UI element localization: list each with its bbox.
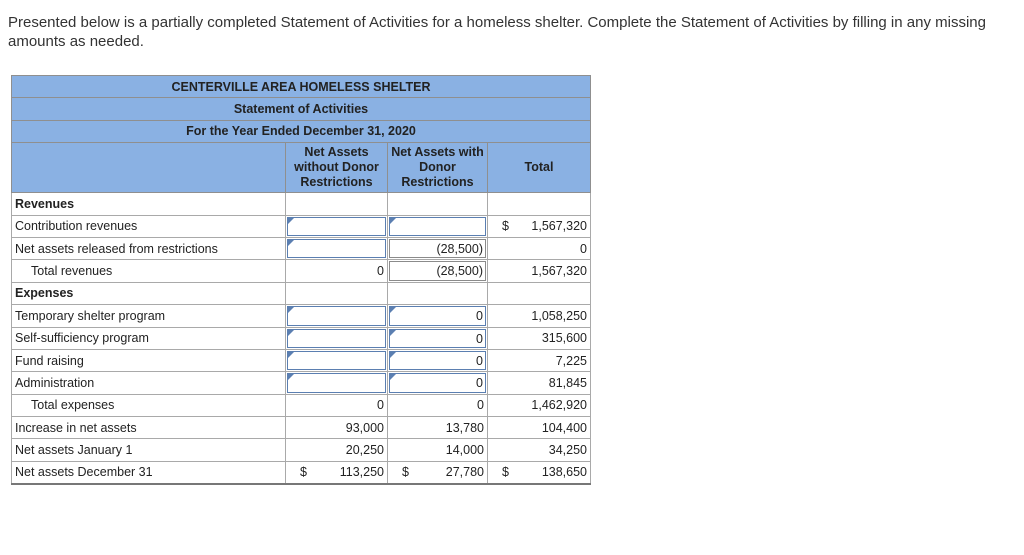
currency-symbol: $ [402,465,409,480]
table-row [12,372,591,394]
fundraising-with-value: 0 [476,353,483,368]
total-expenses-total: 1,462,920 [488,394,591,416]
table-row [12,439,591,461]
released-total: 0 [488,237,591,259]
dec31-total: 138,650 [541,465,587,480]
row-label: Total revenues [12,260,286,282]
increase-without: 93,000 [286,417,388,439]
expenses-heading: Expenses [12,282,286,304]
table-row [12,237,591,259]
temporary-total: 1,058,250 [488,305,591,327]
jan1-total: 34,250 [488,439,591,461]
released-without-input[interactable] [287,239,386,258]
admin-without-input[interactable] [287,373,386,392]
temporary-with-input[interactable] [389,306,486,325]
jan1-without: 20,250 [286,439,388,461]
temporary-without-input[interactable] [287,306,386,325]
row-label: Temporary shelter program [12,305,286,327]
header-entity-row [12,76,591,98]
row-label: Net assets December 31 [12,461,286,483]
temporary-with-value: 0 [476,309,483,324]
fundraising-with-input[interactable] [389,351,486,370]
total-revenues-with-value: (28,500) [389,261,486,280]
selfsuff-total: 315,600 [488,327,591,349]
instructions: Presented below is a partially completed Statement of Activities for a homeless shelter. Complete the Statement of Activities by filling in any missing amounts as needed. [8,14,986,50]
admin-with-value: 0 [476,376,483,391]
dec31-without: 113,250 [339,465,384,480]
contribution-with-input[interactable] [389,217,486,236]
total-revenues-without: 0 [286,260,388,282]
row-label: Total expenses [12,394,286,416]
column-header-blank [12,143,286,193]
selfsuff-with-input[interactable] [389,329,486,348]
row-label: Self-sufficiency program [12,327,286,349]
row-label: Administration [12,372,286,394]
revenues-heading: Revenues [12,193,286,215]
total-expenses-without: 0 [286,394,388,416]
table-row [12,215,591,237]
fundraising-without-input[interactable] [287,351,386,370]
column-header-with-donor: Net Assets with Donor Restrictions [388,143,488,193]
admin-with-input[interactable] [389,373,486,392]
table-row [12,417,591,439]
header-period-row [12,120,591,142]
row-label: Net assets released from restrictions [12,237,286,259]
contribution-total: 1,567,320 [531,219,587,234]
row-label: Net assets January 1 [12,439,286,461]
currency-symbol: $ [502,219,509,234]
column-header-total: Total [488,143,591,193]
total-expenses-with: 0 [388,394,488,416]
statement-of-activities-table [11,75,591,485]
increase-with: 13,780 [388,417,488,439]
jan1-with: 14,000 [388,439,488,461]
currency-symbol: $ [300,465,307,480]
statement-period: For the Year Ended December 31, 2020 [12,120,591,142]
table-row [12,349,591,371]
header-title-row [12,98,591,120]
admin-total: 81,845 [488,372,591,394]
table-row [12,327,591,349]
column-header-without-donor: Net Assets without Donor Restrictions [286,143,388,193]
currency-symbol: $ [502,465,509,480]
column-header-row [12,143,591,193]
fundraising-total: 7,225 [488,349,591,371]
dec31-with: 27,780 [445,465,484,480]
selfsuff-with-value: 0 [476,331,483,346]
expenses-heading-row [12,282,591,304]
table-row [12,461,591,483]
row-label: Fund raising [12,349,286,371]
contribution-without-input[interactable] [287,217,386,236]
total-revenues-total: 1,567,320 [488,260,591,282]
statement-title: Statement of Activities [12,98,591,120]
table-row [12,260,591,282]
increase-total: 104,400 [488,417,591,439]
entity-name: CENTERVILLE AREA HOMELESS SHELTER [12,76,591,98]
table-row [12,394,591,416]
table-row [12,305,591,327]
revenues-heading-row [12,193,591,215]
released-with-value: (28,500) [389,239,486,258]
selfsuff-without-input[interactable] [287,329,386,348]
row-label: Increase in net assets [12,417,286,439]
row-label: Contribution revenues [12,215,286,237]
